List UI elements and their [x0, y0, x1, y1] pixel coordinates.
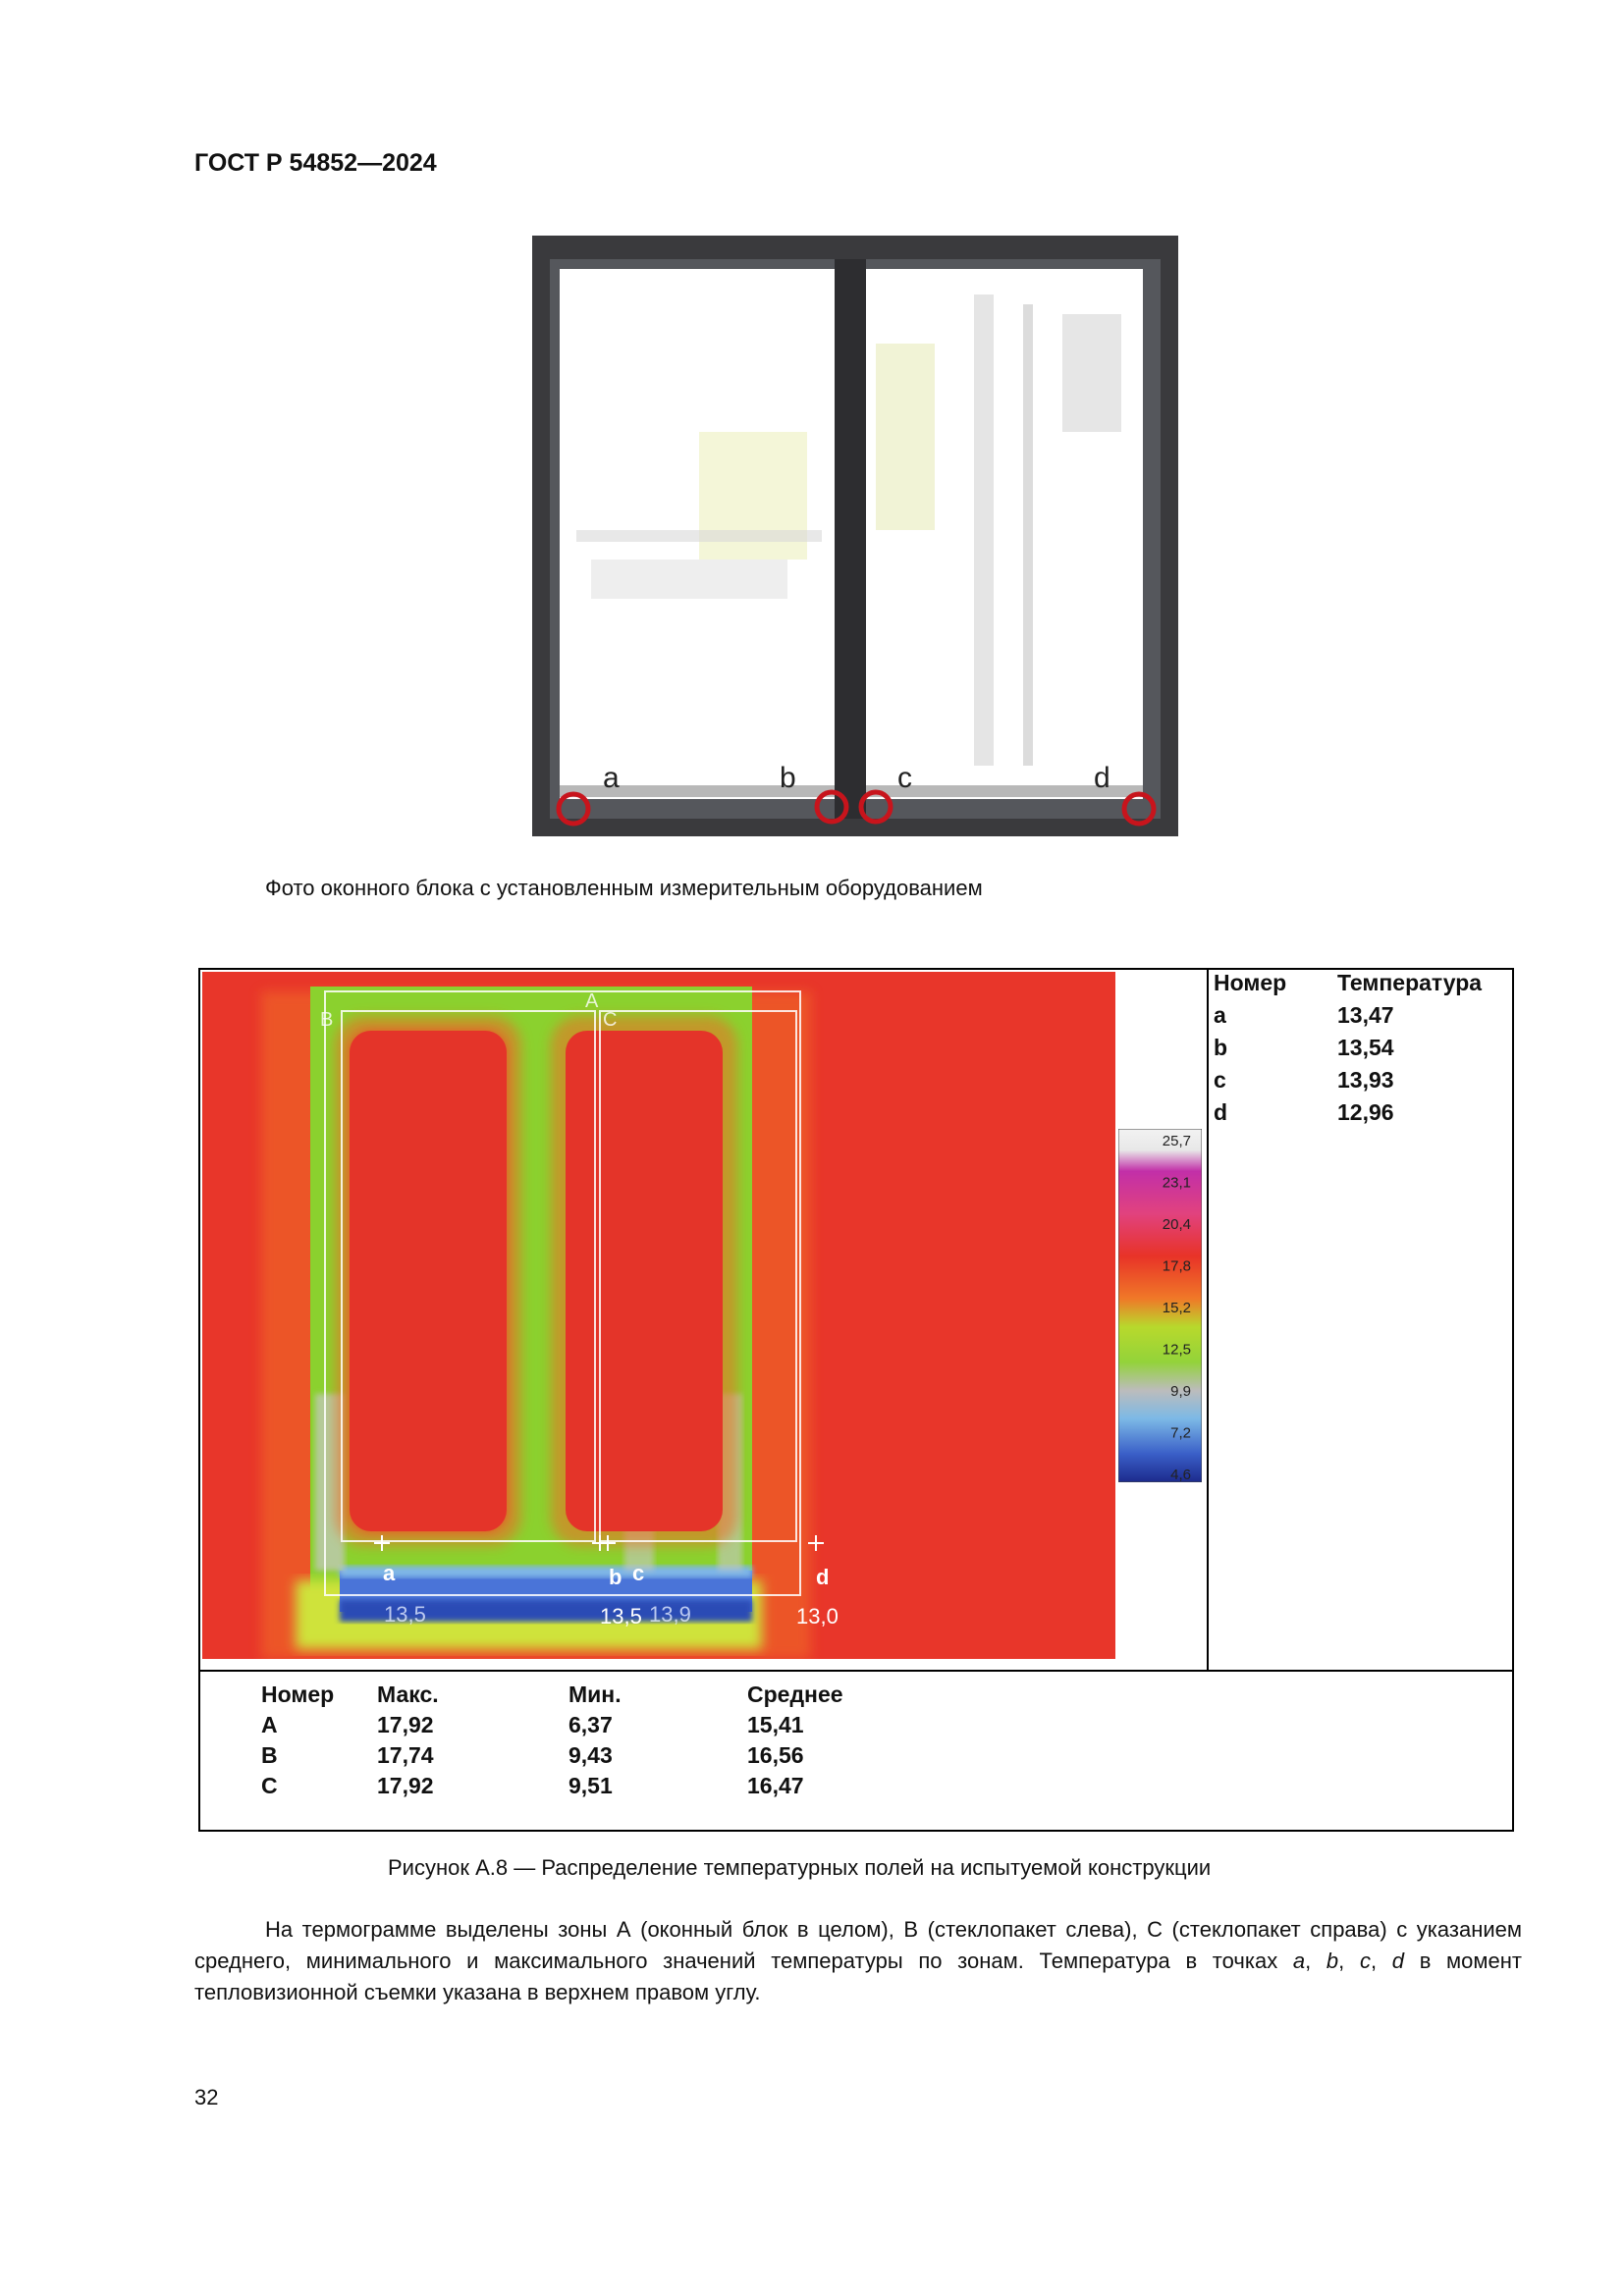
thermo-reading-a: 13,5: [384, 1602, 426, 1627]
body-paragraph: [194, 1914, 1522, 2008]
scale-tick-label: 15,2: [1162, 1300, 1191, 1316]
zone-label-c: C: [603, 1009, 618, 1031]
point-number: a: [1214, 1002, 1226, 1028]
thermo-point-c: c: [632, 1561, 645, 1585]
zone-min: 9,51: [568, 1773, 613, 1798]
scale-tick-label: 25,7: [1162, 1133, 1191, 1149]
window-photo: [532, 236, 1178, 836]
thermogram-figure: [198, 968, 1514, 1832]
thermo-point-b: b: [609, 1565, 623, 1589]
zone-avg: 15,41: [747, 1712, 804, 1737]
thermo-reading-c: 13,9: [649, 1602, 691, 1627]
scale-tick-label: 23,1: [1162, 1174, 1191, 1192]
figure-caption: Рисунок А.8 — Распределение температурных полей на испытуемой конструкции: [388, 1855, 1212, 1880]
body-text: На термограмме выделены зоны А (оконный блок в целом), В (стеклопакет слева), С (стеклопакет справа) с указанием среднего, минимального и максимального значений температуры по зонам. Температура в точках a, b, c, d в момент тепловизионной съемки указана в верхнем правом углу.: [194, 1917, 1523, 2004]
table-divider-vertical: [1207, 970, 1209, 1672]
point-number: d: [1214, 1099, 1228, 1125]
points-header-number: Номер: [1214, 970, 1287, 995]
zone-min: 9,43: [568, 1742, 613, 1768]
photo-point-c: c: [897, 762, 912, 794]
zone-max: 17,92: [377, 1712, 434, 1737]
zones-header-avg: Среднее: [747, 1682, 843, 1707]
zone-max: 17,74: [377, 1742, 434, 1768]
zone-label-b: B: [320, 1009, 334, 1031]
zone-max: 17,92: [377, 1773, 434, 1798]
point-temperature: 13,54: [1337, 1035, 1394, 1060]
scale-tick-label: 17,8: [1162, 1257, 1191, 1275]
point-temperature: 13,47: [1337, 1002, 1394, 1028]
points-header-temperature: Температура: [1337, 970, 1483, 995]
point-temperature: 13,93: [1337, 1067, 1394, 1093]
thermo-reading-b: 13,5: [600, 1604, 642, 1629]
zones-header-min: Мин.: [568, 1682, 622, 1707]
point-number: b: [1214, 1035, 1228, 1060]
point-temperature: 12,96: [1337, 1099, 1394, 1125]
photo-point-d: d: [1094, 762, 1110, 794]
zone-number: C: [261, 1773, 278, 1798]
thermo-point-a: a: [383, 1561, 396, 1585]
scale-tick-label: 20,4: [1162, 1216, 1191, 1233]
thermogram-image: [202, 972, 1115, 1659]
scale-tick-label: 7,2: [1170, 1424, 1191, 1442]
thermo-point-d: d: [816, 1565, 830, 1589]
thermo-reading-d: 13,0: [796, 1604, 839, 1629]
zone-number: A: [261, 1712, 278, 1737]
zone-min: 6,37: [568, 1712, 613, 1737]
photo-point-a: a: [603, 762, 620, 794]
scale-tick-label: 9,9: [1170, 1383, 1191, 1400]
scale-tick-label: 12,5: [1162, 1341, 1191, 1359]
table-divider-horizontal: [200, 1670, 1512, 1672]
photo-caption: Фото оконного блока с установленным измерительным оборудованием: [265, 876, 983, 900]
zone-avg: 16,56: [747, 1742, 804, 1768]
point-number: c: [1214, 1067, 1226, 1093]
temperature-color-scale: [1118, 1129, 1202, 1482]
zone-number: B: [261, 1742, 278, 1768]
scale-tick-label: 4,6: [1170, 1467, 1191, 1482]
zone-label-a: A: [585, 990, 599, 1012]
document-header: ГОСТ Р 54852—2024: [194, 149, 437, 177]
zone-avg: 16,47: [747, 1773, 804, 1798]
photo-point-b: b: [780, 762, 796, 794]
zones-header-number: Номер: [261, 1682, 335, 1707]
zones-header-max: Макс.: [377, 1682, 439, 1707]
page-number: 32: [194, 2085, 219, 2109]
